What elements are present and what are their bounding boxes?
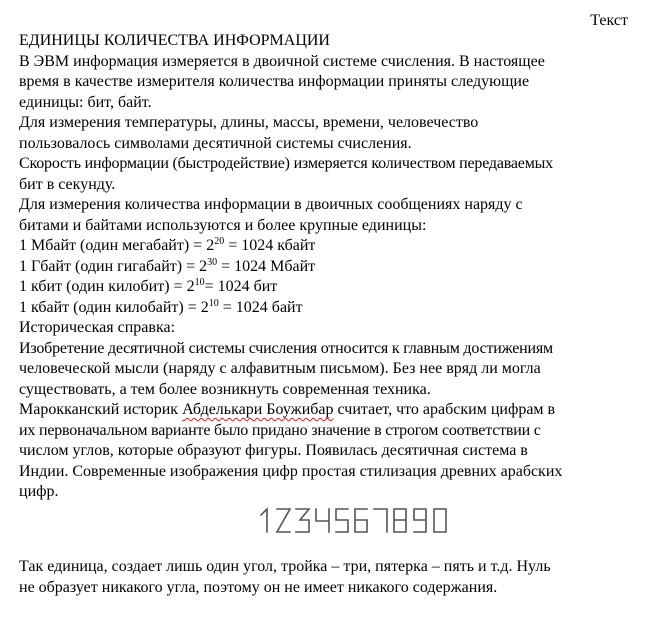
paragraph-line: В ЭВМ информация измеряется в двоичной системе счисления. В настоящее xyxy=(19,52,545,70)
unit-value: = 1024 бит xyxy=(204,278,278,295)
unit-value: = 1024 кбайт xyxy=(224,237,316,254)
text-fragment: считает, что арабским цифрам в xyxy=(333,401,556,418)
paragraph-line: единицы: бит, байт. xyxy=(19,93,152,111)
text-label: Текст xyxy=(590,12,628,29)
paragraph-line: Индии. Современные изображения цифр простая стилизация древних арабских xyxy=(19,462,563,480)
paragraph-line: числом углов, которые образуют фигуры. Появилась десятичная система в xyxy=(19,442,528,459)
paragraph-line: битами и байтами используются и более крупные единицы: xyxy=(19,216,427,234)
unit-value: = 1024 Мбайт xyxy=(217,257,316,275)
paragraph-line: Так единица, создает лишь один угол, тройка – три, пятерка – пять и т.д. Нуль xyxy=(19,558,551,575)
paragraph-line: время в качестве измерителя количества информации приняты следующие xyxy=(19,73,530,90)
paragraph-line: существовать, а тем более возникнуть современная техника. xyxy=(19,380,431,398)
paragraph-line: Для измерения температуры, длины, массы, времени, человечество xyxy=(19,114,479,131)
unit-text: 1 кбит (один килобит) = 2 xyxy=(19,278,195,295)
section-heading: Историческая справка: xyxy=(19,319,176,336)
paragraph-line: человеческой мысли (наряду с алфавитным письмом). Без нее вряд ли могла xyxy=(19,360,541,377)
unit-conversion-line xyxy=(19,277,644,298)
unit-exponent: 20 xyxy=(214,236,225,247)
unit-exponent: 10 xyxy=(208,297,219,309)
unit-conversion-line xyxy=(19,257,644,278)
paragraph-line: их первоначальном варианте было придано значение в строгом соответствии с xyxy=(19,421,541,439)
angular-digits-figure xyxy=(258,505,448,535)
unit-exponent: 30 xyxy=(207,256,218,268)
closing-paragraph xyxy=(19,556,551,597)
unit-text: 1 кбайт (один килобайт) = 2 xyxy=(19,298,209,316)
document-title: ЕДИНИЦЫ КОЛИЧЕСТВА ИНФОРМАЦИИ xyxy=(19,32,330,49)
paragraph-line: Изобретение десятичной системы счисления относится к главным достижениям xyxy=(19,339,553,357)
document-body xyxy=(19,31,644,503)
paragraph-line xyxy=(19,400,644,421)
paragraph-line: не образует никакого угла, поэтому он не имеет никакого содержания. xyxy=(19,578,498,596)
paragraph-line: цифр. xyxy=(19,483,59,500)
paragraph-line: Скорость информации (быстродействие) измеряется количеством передаваемых xyxy=(19,155,553,172)
unit-exponent: 10 xyxy=(194,277,205,288)
unit-conversion-line xyxy=(19,298,644,319)
paragraph-line: Для измерения количества информации в двоичных сообщениях наряду с xyxy=(19,196,523,213)
unit-text: 1 Мбайт (один мегабайт) = 2 xyxy=(19,237,215,254)
paragraph-line: пользовалось символами десятичной системы счисления. xyxy=(19,134,412,152)
text-fragment: Марокканский историк xyxy=(19,401,183,418)
unit-value: = 1024 байт xyxy=(218,298,303,316)
unit-text: 1 Гбайт (один гигабайт) = 2 xyxy=(19,257,208,275)
unit-conversion-line xyxy=(19,236,644,257)
spellcheck-flagged-name: Абделькари Боужибар xyxy=(182,401,334,418)
paragraph-line: бит в секунду. xyxy=(19,175,116,193)
